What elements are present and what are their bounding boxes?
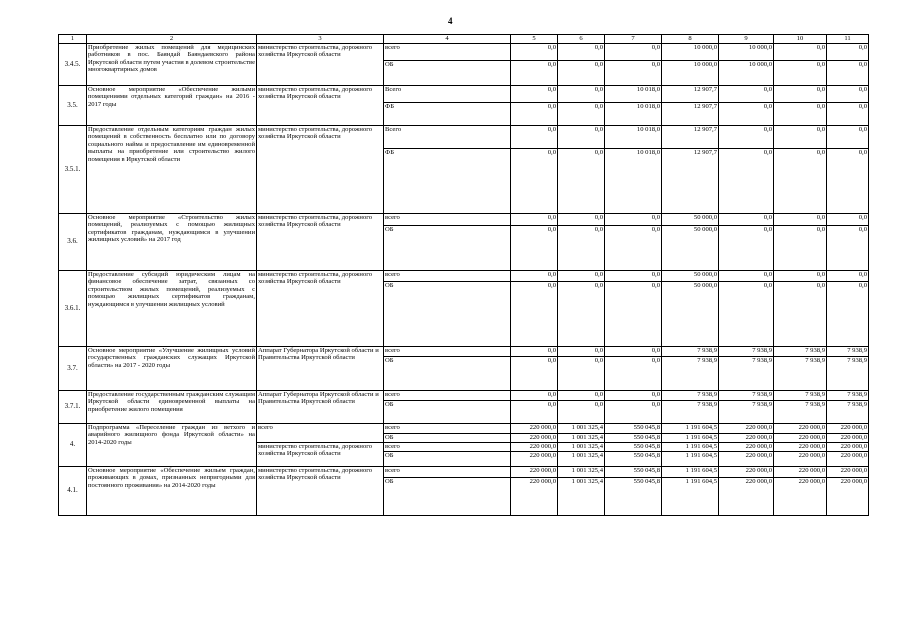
table-row [59,86,869,103]
amount-cell: 7 938,9 [662,401,719,424]
amount-cell: 0,0 [558,86,605,103]
amount-cell: 10 018,0 [605,126,662,149]
amount-cell: 220 000,0 [827,424,869,434]
amount-cell: 0,0 [511,401,558,424]
amount-cell: 0,0 [719,103,774,126]
amount-cell: 0,0 [558,282,605,347]
amount-cell: 220 000,0 [774,467,827,478]
amount-cell: 550 045,8 [605,443,662,452]
amount-cell: 1 191 604,5 [662,424,719,434]
amount-cell: 0,0 [558,226,605,271]
item-name: Приобретение жилых помещений для медицинских работников в пос. Баяндай Баяндаевского района Иркутской области путем участия в долевом строительстве многоквартирных домов [87,44,257,86]
executor-cell: Аппарат Губернатора Иркутской области и Правительства Иркутской области [257,391,384,424]
item-code: 3.4.5. [59,44,87,86]
amount-cell: 0,0 [511,149,558,214]
amount-cell: 0,0 [774,271,827,282]
funding-source: всего [384,214,511,226]
amount-cell: 7 938,9 [827,391,869,401]
amount-cell: 1 001 325,4 [558,478,605,516]
amount-cell: 0,0 [558,126,605,149]
executor-cell: министерство строительства, дорожного хозяйства Иркутской области [257,214,384,271]
amount-cell: 220 000,0 [827,467,869,478]
column-header: 4 [384,35,511,44]
funding-source: всего [384,271,511,282]
funding-source: всего [384,44,511,61]
amount-cell: 7 938,9 [774,401,827,424]
amount-cell: 0,0 [558,103,605,126]
funding-source: ФБ [384,149,511,214]
column-number-row [59,35,869,44]
amount-cell: 7 938,9 [774,357,827,391]
item-code: 4.1. [59,467,87,516]
amount-cell: 0,0 [558,347,605,357]
amount-cell: 1 001 325,4 [558,434,605,443]
amount-cell: 50 000,0 [662,226,719,271]
table-row [59,424,869,434]
amount-cell: 220 000,0 [774,443,827,452]
amount-cell: 0,0 [558,214,605,226]
funding-source: ОБ [384,226,511,271]
amount-cell: 0,0 [511,86,558,103]
amount-cell: 7 938,9 [719,347,774,357]
amount-cell: 50 000,0 [662,214,719,226]
amount-cell: 0,0 [774,126,827,149]
amount-cell: 550 045,8 [605,467,662,478]
amount-cell: 0,0 [511,214,558,226]
amount-cell: 0,0 [774,282,827,347]
amount-cell: 0,0 [719,282,774,347]
amount-cell: 7 938,9 [827,401,869,424]
amount-cell: 12 907,7 [662,149,719,214]
funding-source: ОБ [384,434,511,443]
amount-cell: 7 938,9 [662,391,719,401]
amount-cell: 0,0 [511,271,558,282]
funding-source: ОБ [384,357,511,391]
amount-cell: 0,0 [605,214,662,226]
executor-cell: всего [257,424,384,443]
item-code: 4. [59,424,87,467]
amount-cell: 220 000,0 [511,443,558,452]
amount-cell: 220 000,0 [774,424,827,434]
amount-cell: 7 938,9 [719,401,774,424]
amount-cell: 7 938,9 [719,357,774,391]
amount-cell: 7 938,9 [662,347,719,357]
item-name: Основное мероприятие «Обеспечение жильем граждан, проживающих в домах, признанных непригодными для постоянного проживания» на 2014-2020 годы [87,467,257,516]
amount-cell: 550 045,8 [605,478,662,516]
amount-cell: 0,0 [774,61,827,86]
amount-cell: 0,0 [558,391,605,401]
item-name: Основное мероприятие «Улучшение жилищных условий государственных гражданских служащих Иркутской области» на 2017 - 2020 годы [87,347,257,391]
table-row [59,467,869,478]
executor-cell: министерство строительства, дорожного хозяйства Иркутской области [257,467,384,516]
column-header: 7 [605,35,662,44]
amount-cell: 0,0 [827,44,869,61]
amount-cell: 0,0 [558,357,605,391]
page-number: 4 [448,16,453,26]
amount-cell: 0,0 [774,86,827,103]
column-header: 2 [87,35,257,44]
amount-cell: 0,0 [774,214,827,226]
amount-cell: 0,0 [719,214,774,226]
amount-cell: 220 000,0 [719,478,774,516]
funding-source: всего [384,424,511,434]
amount-cell: 1 191 604,5 [662,467,719,478]
funding-source: ФБ [384,103,511,126]
amount-cell: 0,0 [511,226,558,271]
amount-cell: 0,0 [605,391,662,401]
amount-cell: 0,0 [774,103,827,126]
amount-cell: 0,0 [558,61,605,86]
amount-cell: 0,0 [605,347,662,357]
amount-cell: 0,0 [719,126,774,149]
amount-cell: 0,0 [605,271,662,282]
amount-cell: 0,0 [511,391,558,401]
amount-cell: 7 938,9 [827,357,869,391]
amount-cell: 220 000,0 [719,434,774,443]
amount-cell: 1 001 325,4 [558,443,605,452]
amount-cell: 0,0 [719,271,774,282]
amount-cell: 10 000,0 [719,44,774,61]
amount-cell: 550 045,8 [605,452,662,467]
amount-cell: 220 000,0 [827,452,869,467]
amount-cell: 0,0 [558,271,605,282]
amount-cell: 220 000,0 [719,452,774,467]
amount-cell: 220 000,0 [511,434,558,443]
item-name: Предоставление государственным гражданским служащим Иркутской области единовременной выплаты на приобретение жилого помещения [87,391,257,424]
amount-cell: 0,0 [827,271,869,282]
amount-cell: 1 191 604,5 [662,478,719,516]
item-name: Предоставление субсидий юридическим лицам на финансовое обеспечение затрат, связанных со строительством жилых помещений, реализуемых с помощью жилищных сертификатов гражданам, нуждающимся в улучшении жилищных условий [87,271,257,347]
amount-cell: 12 907,7 [662,103,719,126]
amount-cell: 220 000,0 [511,452,558,467]
amount-cell: 0,0 [827,214,869,226]
column-header: 11 [827,35,869,44]
amount-cell: 7 938,9 [827,347,869,357]
amount-cell: 0,0 [511,103,558,126]
amount-cell: 0,0 [558,401,605,424]
funding-source: Всего [384,86,511,103]
amount-cell: 220 000,0 [774,434,827,443]
amount-cell: 0,0 [605,61,662,86]
table-row [59,391,869,401]
budget-table [58,34,869,516]
amount-cell: 220 000,0 [774,452,827,467]
amount-cell: 1 001 325,4 [558,424,605,434]
item-code: 3.6.1. [59,271,87,347]
executor-cell: министерство строительства, дорожного хозяйства Иркутской области [257,443,384,467]
amount-cell: 0,0 [774,226,827,271]
funding-source: всего [384,391,511,401]
column-header: 10 [774,35,827,44]
amount-cell: 50 000,0 [662,271,719,282]
column-header: 1 [59,35,87,44]
item-name: Подпрограмма «Переселение граждан из ветхого и аварийного жилищного фонда Иркутской области» на 2014-2020 годы [87,424,257,467]
executor-cell: министерство строительства, дорожного хозяйства Иркутской области [257,44,384,86]
amount-cell: 50 000,0 [662,282,719,347]
amount-cell: 1 191 604,5 [662,434,719,443]
funding-source: всего [384,347,511,357]
amount-cell: 0,0 [511,61,558,86]
amount-cell: 220 000,0 [511,478,558,516]
amount-cell: 0,0 [558,149,605,214]
amount-cell: 0,0 [605,282,662,347]
amount-cell: 220 000,0 [511,424,558,434]
amount-cell: 0,0 [719,226,774,271]
table-row [59,214,869,226]
amount-cell: 12 907,7 [662,126,719,149]
amount-cell: 0,0 [827,149,869,214]
amount-cell: 10 000,0 [719,61,774,86]
amount-cell: 7 938,9 [662,357,719,391]
amount-cell: 0,0 [605,44,662,61]
amount-cell: 550 045,8 [605,434,662,443]
amount-cell: 1 191 604,5 [662,443,719,452]
funding-source: ОБ [384,452,511,467]
funding-source: ОБ [384,478,511,516]
item-code: 3.7.1. [59,391,87,424]
amount-cell: 0,0 [511,282,558,347]
amount-cell: 7 938,9 [719,391,774,401]
amount-cell: 7 938,9 [774,347,827,357]
amount-cell: 0,0 [827,226,869,271]
item-code: 3.6. [59,214,87,271]
item-code: 3.5. [59,86,87,126]
amount-cell: 0,0 [827,61,869,86]
amount-cell: 10 000,0 [662,61,719,86]
funding-source: всего [384,443,511,452]
table-row [59,347,869,357]
amount-cell: 550 045,8 [605,424,662,434]
amount-cell: 0,0 [774,149,827,214]
item-code: 3.5.1. [59,126,87,214]
amount-cell: 0,0 [719,149,774,214]
amount-cell: 0,0 [605,226,662,271]
funding-source: всего [384,467,511,478]
amount-cell: 220 000,0 [774,478,827,516]
amount-cell: 220 000,0 [827,478,869,516]
amount-cell: 7 938,9 [774,391,827,401]
amount-cell: 220 000,0 [719,467,774,478]
amount-cell: 0,0 [558,44,605,61]
amount-cell: 220 000,0 [827,443,869,452]
amount-cell: 0,0 [774,44,827,61]
funding-source: Всего [384,126,511,149]
amount-cell: 0,0 [827,103,869,126]
amount-cell: 220 000,0 [719,443,774,452]
column-header: 3 [257,35,384,44]
table-row [59,126,869,149]
amount-cell: 220 000,0 [827,434,869,443]
amount-cell: 0,0 [511,44,558,61]
budget-table-body [59,35,869,516]
amount-cell: 1 001 325,4 [558,467,605,478]
item-name: Предоставление отдельным категориям граждан жилых помещений в собственность бесплатно или по договору социального найма и предоставление им единовременной выплаты на приобретение или строительство жилого помещения в Иркутской области [87,126,257,214]
column-header: 8 [662,35,719,44]
amount-cell: 0,0 [719,86,774,103]
amount-cell: 0,0 [605,357,662,391]
table-row [59,44,869,61]
amount-cell: 10 018,0 [605,86,662,103]
table-row [59,271,869,282]
amount-cell: 0,0 [827,126,869,149]
executor-cell: министерство строительства, дорожного хозяйства Иркутской области [257,86,384,126]
executor-cell: министерство строительства, дорожного хозяйства Иркутской области [257,271,384,347]
item-name: Основное мероприятие «Обеспечение жилыми помещениями отдельных категорий граждан» на 2016 - 2017 годы [87,86,257,126]
item-code: 3.7. [59,347,87,391]
funding-source: ОБ [384,401,511,424]
amount-cell: 12 907,7 [662,86,719,103]
funding-source: ОБ [384,282,511,347]
amount-cell: 0,0 [827,86,869,103]
item-name: Основное мероприятие «Строительство жилых помещений, реализуемых с помощью жилищных сертификатов гражданам, нуждающимся в улучшении жилищных условий» на 2017 год [87,214,257,271]
column-header: 5 [511,35,558,44]
amount-cell: 0,0 [511,126,558,149]
amount-cell: 10 000,0 [662,44,719,61]
amount-cell: 0,0 [605,401,662,424]
amount-cell: 0,0 [511,357,558,391]
amount-cell: 10 018,0 [605,149,662,214]
executor-cell: Аппарат Губернатора Иркутской области и Правительства Иркутской области [257,347,384,391]
column-header: 6 [558,35,605,44]
amount-cell: 220 000,0 [719,424,774,434]
executor-cell: министерство строительства, дорожного хозяйства Иркутской области [257,126,384,214]
amount-cell: 0,0 [511,347,558,357]
amount-cell: 220 000,0 [511,467,558,478]
amount-cell: 1 001 325,4 [558,452,605,467]
amount-cell: 1 191 604,5 [662,452,719,467]
funding-source: ОБ [384,61,511,86]
amount-cell: 0,0 [827,282,869,347]
column-header: 9 [719,35,774,44]
amount-cell: 10 018,0 [605,103,662,126]
